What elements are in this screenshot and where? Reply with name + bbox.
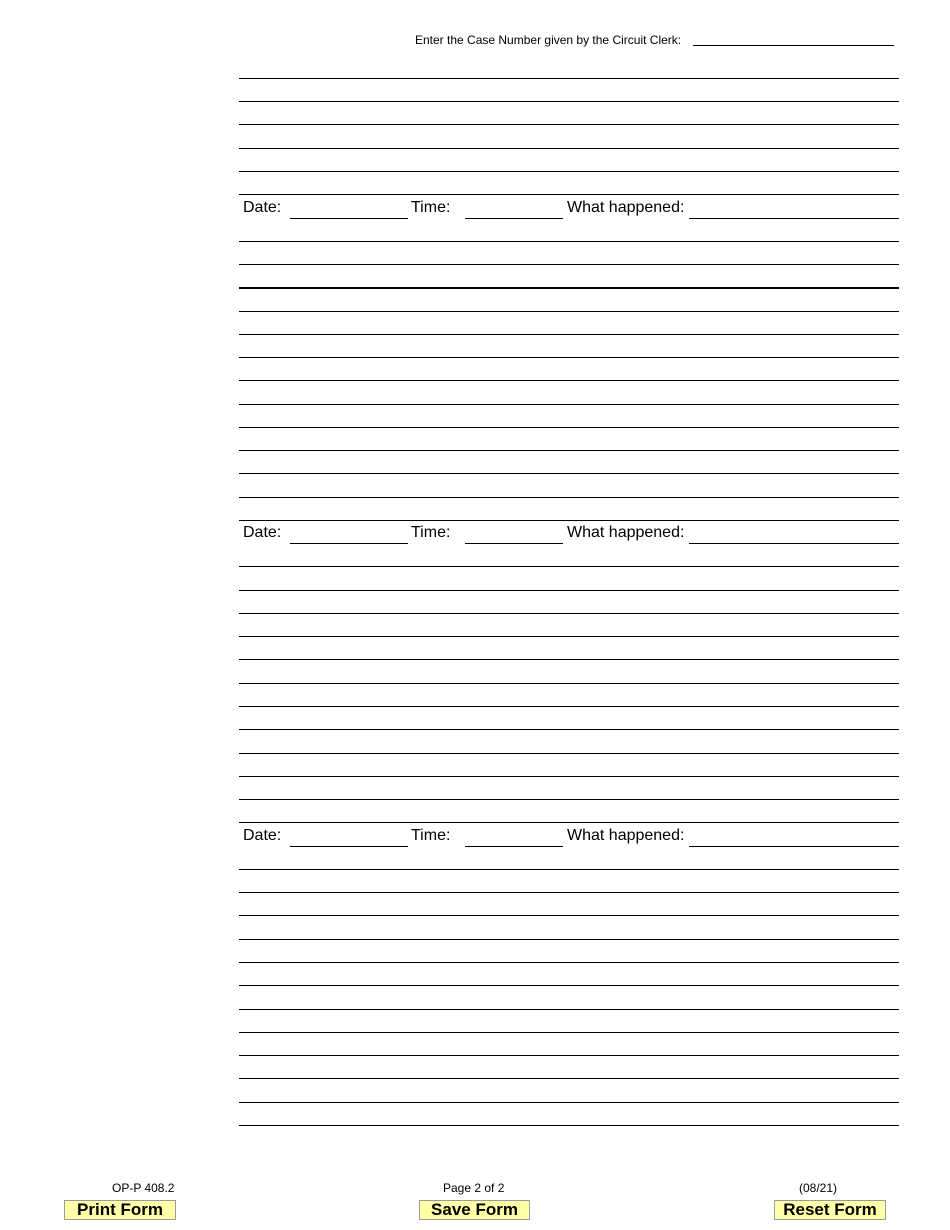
writing-line[interactable] — [239, 729, 899, 730]
time-label: Time: — [411, 524, 451, 541]
writing-line[interactable] — [239, 380, 899, 381]
writing-line[interactable] — [239, 613, 899, 614]
date-label: Date: — [243, 524, 282, 541]
writing-line[interactable] — [239, 497, 899, 498]
writing-line[interactable] — [239, 869, 899, 870]
what-happened-field[interactable] — [689, 543, 899, 544]
writing-line[interactable] — [239, 776, 899, 777]
what-happened-label: What happened: — [567, 827, 685, 844]
reset-form-button[interactable]: Reset Form — [774, 1200, 886, 1220]
writing-line[interactable] — [239, 590, 899, 591]
writing-line[interactable] — [239, 1102, 899, 1103]
save-form-button[interactable]: Save Form — [419, 1200, 530, 1220]
date-field[interactable] — [290, 543, 408, 544]
time-field[interactable] — [465, 846, 563, 847]
writing-line[interactable] — [239, 171, 899, 172]
writing-line[interactable] — [239, 753, 899, 754]
writing-line[interactable] — [239, 194, 899, 195]
writing-line[interactable] — [239, 566, 899, 567]
time-field[interactable] — [465, 543, 563, 544]
date-field[interactable] — [290, 846, 408, 847]
what-happened-label: What happened: — [567, 524, 685, 541]
writing-line[interactable] — [239, 357, 899, 358]
writing-line[interactable] — [239, 334, 899, 335]
writing-line[interactable] — [239, 706, 899, 707]
writing-line[interactable] — [239, 1055, 899, 1056]
writing-line[interactable] — [239, 311, 899, 312]
incident-entry-1 — [239, 199, 899, 219]
writing-line[interactable] — [239, 892, 899, 893]
writing-line[interactable] — [239, 404, 899, 405]
writing-line[interactable] — [239, 1009, 899, 1010]
writing-line[interactable] — [239, 799, 899, 800]
incident-entry-3 — [239, 827, 899, 847]
page-number: Page 2 of 2 — [443, 1181, 505, 1195]
time-label: Time: — [411, 827, 451, 844]
case-number-label: Enter the Case Number given by the Circuit Clerk: — [415, 33, 682, 47]
writing-line[interactable] — [239, 450, 899, 451]
writing-line[interactable] — [239, 985, 899, 986]
writing-line[interactable] — [239, 427, 899, 428]
writing-line[interactable] — [239, 473, 899, 474]
writing-line[interactable] — [239, 124, 899, 125]
date-label: Date: — [243, 827, 282, 844]
writing-line[interactable] — [239, 915, 899, 916]
writing-line[interactable] — [239, 148, 899, 149]
time-label: Time: — [411, 199, 451, 216]
writing-line[interactable] — [239, 241, 899, 242]
writing-line[interactable] — [239, 520, 899, 521]
date-field[interactable] — [290, 218, 408, 219]
writing-line[interactable] — [239, 101, 899, 102]
writing-line[interactable] — [239, 962, 899, 963]
writing-line[interactable] — [239, 683, 899, 684]
time-field[interactable] — [465, 218, 563, 219]
writing-line[interactable] — [239, 1078, 899, 1079]
revision-date: (08/21) — [799, 1181, 838, 1195]
writing-line[interactable] — [239, 287, 899, 289]
print-form-button[interactable]: Print Form — [64, 1200, 176, 1220]
writing-line[interactable] — [239, 1125, 899, 1126]
what-happened-field[interactable] — [689, 846, 899, 847]
writing-line[interactable] — [239, 264, 899, 265]
writing-line[interactable] — [239, 636, 899, 637]
writing-line[interactable] — [239, 659, 899, 660]
what-happened-field[interactable] — [689, 218, 899, 219]
case-number-field[interactable] — [693, 45, 894, 46]
incident-entry-2 — [239, 524, 899, 544]
date-label: Date: — [243, 199, 282, 216]
what-happened-label: What happened: — [567, 199, 685, 216]
writing-line[interactable] — [239, 78, 899, 79]
writing-line[interactable] — [239, 822, 899, 823]
form-code: OP-P 408.2 — [112, 1181, 175, 1195]
writing-line[interactable] — [239, 939, 899, 940]
writing-line[interactable] — [239, 1032, 899, 1033]
